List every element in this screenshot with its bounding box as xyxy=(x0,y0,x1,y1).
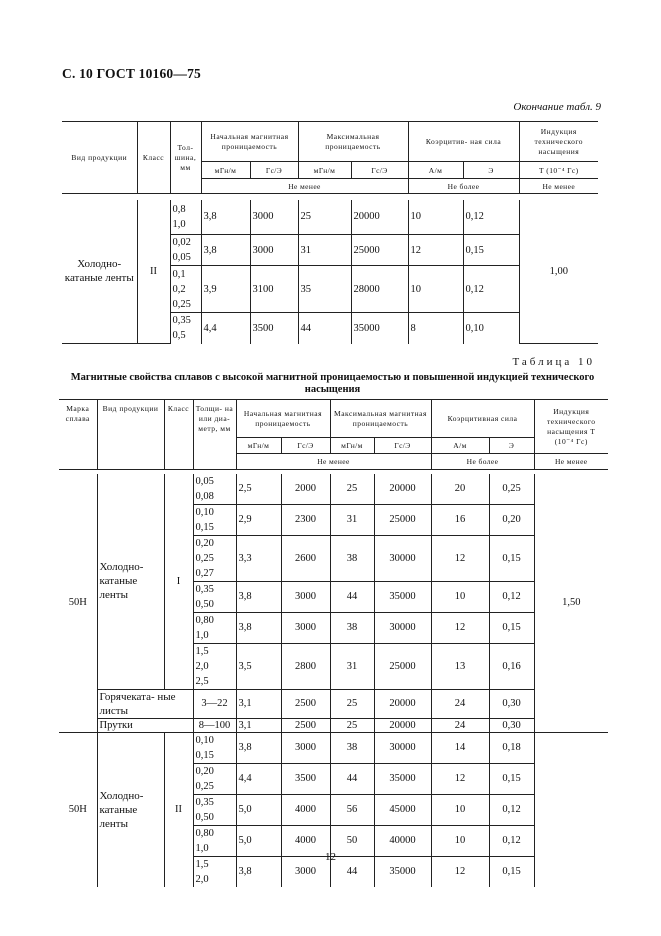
value-cell: 3000 xyxy=(281,581,330,612)
value-cell: 12 xyxy=(431,856,489,887)
value-cell: 2000 xyxy=(281,474,330,505)
unit-cell: мГн/м xyxy=(330,438,374,454)
value-cell: 10 xyxy=(408,200,463,235)
value-cell: 16 xyxy=(431,504,489,535)
value-cell: 0,12 xyxy=(489,825,534,856)
thickness-cell: 3—22 xyxy=(193,689,236,718)
value-cell: 45000 xyxy=(374,794,431,825)
thickness-cell: 0,10 0,15 xyxy=(193,504,236,535)
value-cell: 12 xyxy=(431,535,489,581)
value-cell: 20000 xyxy=(374,718,431,732)
class-cell: I xyxy=(164,474,193,690)
value-cell: 44 xyxy=(330,763,374,794)
unit-cell: Гс/Э xyxy=(351,162,408,179)
limit-cell: Не менее xyxy=(201,179,408,194)
unit-cell: А/м xyxy=(408,162,463,179)
value-cell: 0,15 xyxy=(489,856,534,887)
value-cell: 3,1 xyxy=(236,718,281,732)
col-thickness-header: Толщи- на или диа- метр, мм xyxy=(193,400,236,470)
table-9 xyxy=(62,121,598,344)
value-cell: 0,15 xyxy=(489,535,534,581)
value-cell: 25000 xyxy=(374,643,431,689)
value-cell: 2600 xyxy=(281,535,330,581)
value-cell: 12 xyxy=(431,612,489,643)
value-cell: 28000 xyxy=(351,266,408,313)
product-cell: Прутки xyxy=(97,718,193,732)
value-cell: 0,12 xyxy=(463,200,519,235)
value-cell: 3000 xyxy=(281,856,330,887)
value-cell: 35000 xyxy=(351,313,408,344)
value-cell: 2300 xyxy=(281,504,330,535)
table-row xyxy=(62,200,598,235)
col-coercive-header: Коэрцитивная сила xyxy=(431,400,534,438)
value-cell: 10 xyxy=(408,266,463,313)
product-cell: Холодно- катаные ленты xyxy=(97,732,164,887)
value-cell: 25 xyxy=(330,689,374,718)
value-cell: 0,30 xyxy=(489,718,534,732)
value-cell: 13 xyxy=(431,643,489,689)
value-cell: 44 xyxy=(330,856,374,887)
limit-cell: Не более xyxy=(431,454,534,470)
table-row xyxy=(59,732,608,763)
unit-cell: мГн/м xyxy=(201,162,250,179)
value-cell: 0,12 xyxy=(489,581,534,612)
value-cell: 3000 xyxy=(250,200,298,235)
thickness-cell: 8—100 xyxy=(193,718,236,732)
induction-cell: 1,50 xyxy=(534,474,608,733)
value-cell: 3000 xyxy=(250,235,298,266)
table-10-caption: Таблица 10 xyxy=(512,356,595,368)
value-cell: 12 xyxy=(408,235,463,266)
thickness-cell: 0,80 1,0 xyxy=(193,825,236,856)
value-cell: 25 xyxy=(330,718,374,732)
value-cell: 25 xyxy=(330,474,374,505)
value-cell: 0,25 xyxy=(489,474,534,505)
value-cell: 38 xyxy=(330,535,374,581)
product-cell: Холодно- катаные ленты xyxy=(62,200,137,344)
value-cell: 3100 xyxy=(250,266,298,313)
value-cell: 5,0 xyxy=(236,825,281,856)
value-cell: 0,18 xyxy=(489,732,534,763)
unit-cell: Э xyxy=(463,162,519,179)
value-cell: 10 xyxy=(431,794,489,825)
value-cell: 0,30 xyxy=(489,689,534,718)
value-cell: 2,9 xyxy=(236,504,281,535)
value-cell: 4000 xyxy=(281,825,330,856)
value-cell: 3,1 xyxy=(236,689,281,718)
thickness-cell: 1,5 2,0 2,5 xyxy=(193,643,236,689)
value-cell: 40000 xyxy=(374,825,431,856)
unit-cell: Э xyxy=(489,438,534,454)
value-cell: 3,8 xyxy=(236,732,281,763)
value-cell: 44 xyxy=(298,313,351,344)
value-cell: 38 xyxy=(330,732,374,763)
value-cell: 35000 xyxy=(374,763,431,794)
unit-cell: Гс/Э xyxy=(281,438,330,454)
value-cell: 3,3 xyxy=(236,535,281,581)
value-cell: 4,4 xyxy=(236,763,281,794)
page-header: С. 10 ГОСТ 10160—75 xyxy=(62,66,201,81)
value-cell: 5,0 xyxy=(236,794,281,825)
value-cell: 4000 xyxy=(281,794,330,825)
value-cell: 20 xyxy=(431,474,489,505)
thickness-cell: 0,10 0,15 xyxy=(193,732,236,763)
thickness-cell: 0,20 0,25 xyxy=(193,763,236,794)
thickness-cell: 0,02 0,05 xyxy=(170,235,201,266)
table-10 xyxy=(59,399,608,887)
value-cell: 20000 xyxy=(351,200,408,235)
value-cell: 35000 xyxy=(374,581,431,612)
limit-cell: Не более xyxy=(408,179,519,194)
table-10-title: Магнитные свойства сплавов с высокой магнитной проницаемостью и повышенной индукцией технического насыщения xyxy=(70,372,595,395)
value-cell: 30000 xyxy=(374,732,431,763)
unit-cell: Гс/Э xyxy=(250,162,298,179)
value-cell: 3000 xyxy=(281,732,330,763)
product-cell: Холодно- катаные ленты xyxy=(97,474,164,690)
value-cell: 20000 xyxy=(374,474,431,505)
value-cell: 56 xyxy=(330,794,374,825)
table-row xyxy=(59,689,608,718)
col-class-header: Класс xyxy=(137,122,170,194)
value-cell: 0,12 xyxy=(489,794,534,825)
value-cell: 2500 xyxy=(281,718,330,732)
value-cell: 10 xyxy=(431,581,489,612)
limit-cell: Не менее xyxy=(236,454,431,470)
col-max-perm-header: Максимальная магнитная проницаемость xyxy=(330,400,431,438)
value-cell: 0,10 xyxy=(463,313,519,344)
class-cell: II xyxy=(164,732,193,887)
value-cell: 3,9 xyxy=(201,266,250,313)
value-cell: 44 xyxy=(330,581,374,612)
col-induction-header: Индукция технического насыщения xyxy=(519,122,598,162)
thickness-cell: 0,1 0,2 0,25 xyxy=(170,266,201,313)
value-cell: 31 xyxy=(298,235,351,266)
col-grade-header: Марка сплава xyxy=(59,400,97,470)
value-cell: 50 xyxy=(330,825,374,856)
unit-cell: Гс/Э xyxy=(374,438,431,454)
value-cell: 2800 xyxy=(281,643,330,689)
thickness-cell: 0,05 0,08 xyxy=(193,474,236,505)
value-cell: 35000 xyxy=(374,856,431,887)
value-cell: 25 xyxy=(298,200,351,235)
value-cell: 12 xyxy=(431,763,489,794)
value-cell: 3500 xyxy=(250,313,298,344)
unit-cell: мГн/м xyxy=(236,438,281,454)
value-cell: 31 xyxy=(330,643,374,689)
value-cell: 3,8 xyxy=(236,581,281,612)
col-class-header: Класс xyxy=(164,400,193,470)
value-cell: 30000 xyxy=(374,612,431,643)
grade-cell: 50Н xyxy=(59,732,97,887)
value-cell: 25000 xyxy=(374,504,431,535)
col-thickness-header: Тол- шина, мм xyxy=(170,122,201,194)
induction-cell: 1,00 xyxy=(519,200,598,344)
value-cell: 2,5 xyxy=(236,474,281,505)
thickness-cell: 0,35 0,50 xyxy=(193,581,236,612)
value-cell: 0,20 xyxy=(489,504,534,535)
value-cell: 0,15 xyxy=(489,763,534,794)
thickness-cell: 0,8 1,0 xyxy=(170,200,201,235)
table-row xyxy=(59,718,608,732)
unit-cell: А/м xyxy=(431,438,489,454)
unit-cell: Т (10⁻⁴ Гс) xyxy=(519,162,598,179)
product-cell: Горячеката- ные листы xyxy=(97,689,193,718)
limit-cell: Не менее xyxy=(534,454,608,470)
thickness-cell: 1,5 2,0 xyxy=(193,856,236,887)
page-number: 12 xyxy=(325,851,336,863)
value-cell: 24 xyxy=(431,689,489,718)
value-cell: 3500 xyxy=(281,763,330,794)
value-cell: 20000 xyxy=(374,689,431,718)
col-coercive-header: Коэрцитив- ная сила xyxy=(408,122,519,162)
value-cell: 2500 xyxy=(281,689,330,718)
thickness-cell: 0,35 0,5 xyxy=(170,313,201,344)
value-cell: 38 xyxy=(330,612,374,643)
unit-cell: мГн/м xyxy=(298,162,351,179)
col-induction-header: Индукция технического насыщения Т (10⁻⁴ Гс) xyxy=(534,400,608,454)
value-cell: 30000 xyxy=(374,535,431,581)
value-cell: 35 xyxy=(298,266,351,313)
col-product-header: Вид продукции xyxy=(62,122,137,194)
value-cell: 24 xyxy=(431,718,489,732)
col-max-perm-header: Максимальная проницаемость xyxy=(298,122,408,162)
thickness-cell: 0,35 0,50 xyxy=(193,794,236,825)
col-initial-perm-header: Начальная магнитная проницаемость xyxy=(201,122,298,162)
value-cell: 25000 xyxy=(351,235,408,266)
value-cell: 3,8 xyxy=(201,235,250,266)
value-cell: 0,15 xyxy=(463,235,519,266)
value-cell: 0,16 xyxy=(489,643,534,689)
value-cell: 14 xyxy=(431,732,489,763)
thickness-cell: 0,20 0,25 0,27 xyxy=(193,535,236,581)
grade-cell: 50Н xyxy=(59,474,97,733)
limit-cell: Не менее xyxy=(519,179,598,194)
value-cell: 0,15 xyxy=(489,612,534,643)
continuation-note: Окончание табл. 9 xyxy=(513,101,601,113)
value-cell: 3000 xyxy=(281,612,330,643)
value-cell: 3,8 xyxy=(236,612,281,643)
thickness-cell: 0,80 1,0 xyxy=(193,612,236,643)
value-cell: 0,12 xyxy=(463,266,519,313)
value-cell: 10 xyxy=(431,825,489,856)
value-cell: 4,4 xyxy=(201,313,250,344)
value-cell: 3,5 xyxy=(236,643,281,689)
col-initial-perm-header: Начальная магнитная проницаемость xyxy=(236,400,330,438)
class-cell: II xyxy=(137,200,170,344)
value-cell: 31 xyxy=(330,504,374,535)
col-product-header: Вид продукции xyxy=(97,400,164,470)
table-row xyxy=(59,474,608,505)
value-cell: 3,8 xyxy=(201,200,250,235)
value-cell: 8 xyxy=(408,313,463,344)
value-cell: 3,8 xyxy=(236,856,281,887)
